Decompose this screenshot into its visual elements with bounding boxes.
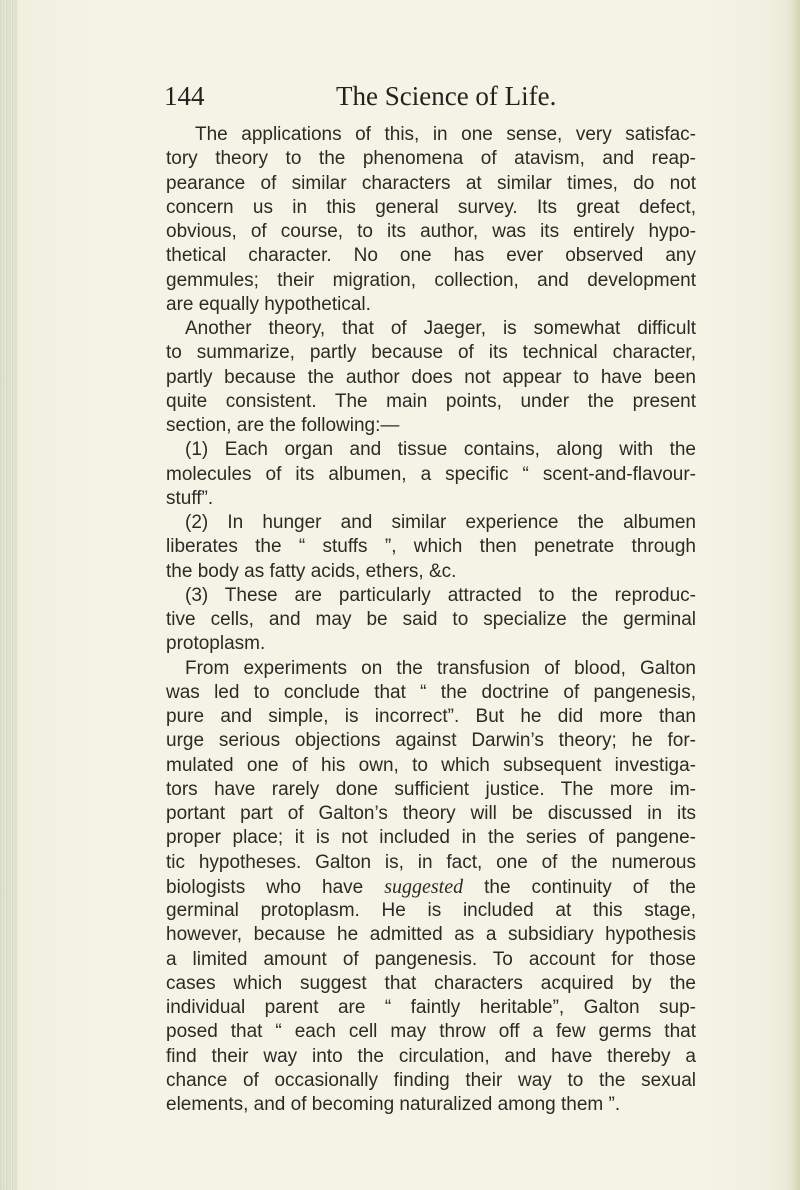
line-segment: the continuity of the [463,876,696,898]
paragraph-line: obvious, of course, to its author, was its entirely hypo- [166,221,696,242]
list-item-line: liberates the “ stuffs ”, which then penetrate through [166,536,696,558]
paragraph-line [166,875,696,899]
paragraph-line: gemmules; their migration, collection, and development [166,269,696,291]
paragraph-line: thetical character. No one has ever observed any [166,245,696,267]
list-item-line: the body as fatty acids, ethers, &c. [166,560,457,582]
paragraph-line: urge serious objections against Darwin’s theory; he for- [166,730,696,752]
paragraph-line: tors have rarely done sufficient justice. The more im- [166,778,696,800]
paragraph-line: posed that “ each cell may throw off a few germs that [166,1021,696,1043]
paragraph-line: portant part of Galton’s theory will be discussed in its [166,803,696,824]
running-title: The Science of Life. [336,81,557,111]
list-item-line: (2) In hunger and similar experience the albumen [185,512,696,533]
list-item-line: protoplasm. [166,633,266,655]
paragraph-line: quite consistent. The main points, under the present [166,390,696,412]
page-number: 144 [164,81,205,111]
paragraph-line: cases which suggest that characters acquired by the [166,972,696,994]
paragraph-line: are equally hypothetical. [166,293,371,315]
list-item-line: (3) These are particularly attracted to the reproduc- [185,584,696,606]
paragraph-line: concern us in this general survey. Its great defect, [166,196,696,218]
list-item-line: tive cells, and may be said to specialize the germinal [166,609,696,630]
paragraph-line: pure and simple, is incorrect”. But he did more than [166,706,696,727]
body-text [166,123,696,1117]
paragraph-line: chance of occasionally finding their way to the sexual [166,1069,696,1091]
italic-term: suggested [384,875,464,898]
right-page-edge [786,0,800,1190]
paragraph-line: section, are the following:— [166,415,400,436]
paragraph-line: individual parent are “ faintly heritable”, Galton sup- [166,997,696,1018]
paragraph-line: tory theory to the phenomena of atavism, and reap- [166,148,696,170]
paragraph-line: elements, and of becoming naturalized among them ”. [166,1094,621,1115]
paragraph-line: proper place; it is not included in the series of pangene- [166,827,696,849]
left-page-edge [0,0,18,1190]
paragraph-line: a limited amount of pangenesis. To account for those [166,948,696,970]
paragraph-line: partly because the author does not appear to have been [166,366,696,388]
running-header [0,81,800,111]
paragraph-line: was led to conclude that “ the doctrine of pangenesis, [166,681,696,703]
paragraph-line: germinal protoplasm. He is included at this stage, [166,900,696,921]
paragraph-line: The applications of this, in one sense, very satisfac- [195,124,696,145]
list-item-line: molecules of its albumen, a specific “ scent-and-flavour- [166,463,696,485]
list-item-line: (1) Each organ and tissue contains, along with the [185,439,696,461]
paragraph-line: pearance of similar characters at similar times, do not [166,172,696,194]
paragraph-line: find their way into the circulation, and have thereby a [166,1045,696,1067]
paragraph-line: Another theory, that of Jaeger, is somewhat difficult [185,318,696,339]
paragraph-line: to summarize, partly because of its technical character, [166,342,696,364]
paragraph-line: From experiments on the transfusion of blood, Galton [185,657,696,679]
paragraph-line: mulated one of his own, to which subsequent investiga- [166,754,696,776]
list-item-line: stuff”. [166,487,214,509]
paragraph-line: tic hypotheses. Galton is, in fact, one of the numerous [166,851,696,873]
line-segment: biologists who have [166,876,385,898]
paragraph-line: however, because he admitted as a subsidiary hypothesis [166,924,696,946]
